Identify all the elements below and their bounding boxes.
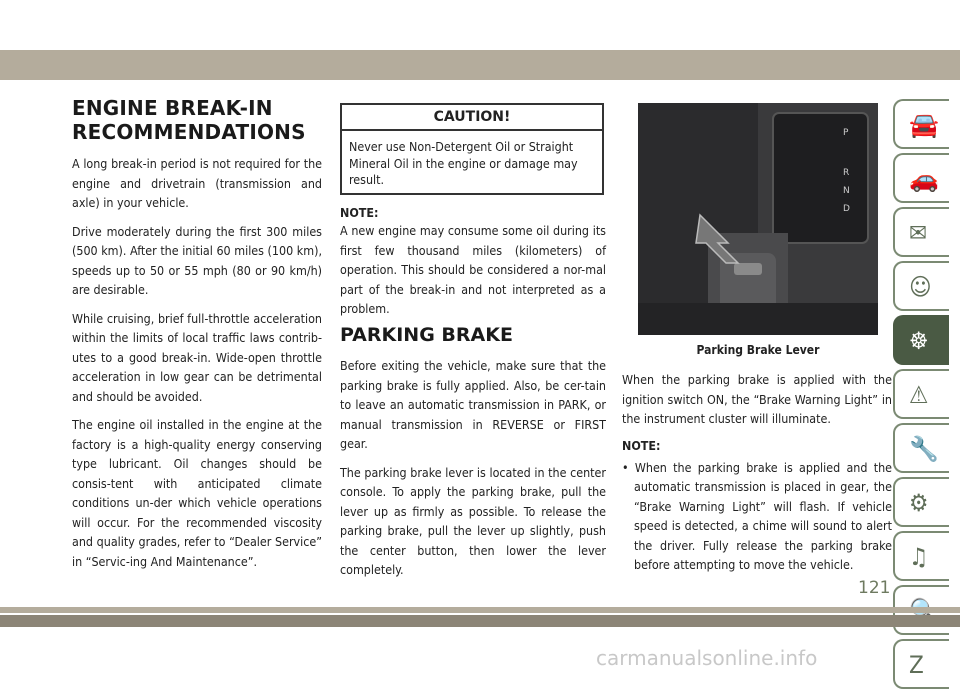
tab-getting-to-know-vehicle[interactable] [893,99,949,149]
paragraph: When the parking brake is applied with the ignition switch ON, the “Brake Warning Light” in the instrument cluster will illuminate. [622,372,892,426]
safety-icon: ☺ [909,273,932,301]
gear-label-d: D [843,204,850,214]
emergency-icon: ⚠ [909,381,929,409]
gear-label-n: N [843,186,850,196]
paragraph: Drive moderately during the first 300 miles (500 km). After the initial 60 miles (100 km), speeds up to 50 or 55 mph (80 or 90 km/h) are desirable. [72,223,322,297]
car-service-icon: 🔧 [909,435,939,463]
note-body: A new engine may consume some oil during its first few thousand miles (kilometers) of operation. This should be considered a nor-mal part of the break-in and not interpreted as a problem. [340,223,606,316]
caution-body: Never use Non-Detergent Oil or Straight Mineral Oil in the engine or damage may result. [349,139,578,187]
tab-emergency[interactable] [893,369,949,419]
section-title-engine-break-in [72,96,322,144]
column-engine-break-in [72,96,322,580]
note-bullet: • When the parking brake is applied and the automatic transmission is placed in gear, the “Brake Warning Light” will flash. If vehicle speed is detected, a chime will sound to alert the driver. Fully release the parking brake before attempting to move the vehicle. [622,459,892,572]
car-search-icon: 🚘 [909,111,939,139]
warning-lights-icon: ✉ [909,219,928,247]
caution-title: CAUTION! [342,105,602,131]
parking-brake-illustration [638,103,878,335]
chapter-tabs [893,99,953,693]
top-band [0,50,960,80]
paragraph: The parking brake lever is located in the center console. To apply the parking brake, pull the lever up as firmly as possible. To release the parking brake, pull the lever up slightly, push the center button, then lower the lever completely. [340,464,606,577]
language-index-icon: Z [909,651,924,679]
steering-wheel-icon: ☸ [909,327,929,355]
tab-warning-lights[interactable] [893,207,949,257]
gear-label-r: R [843,168,850,178]
section-title-parking-brake: PARKING BRAKE [340,324,513,346]
tab-index[interactable] [893,639,949,689]
caution-box [340,103,604,195]
column-brake-warning [622,370,892,584]
note-label: NOTE: [622,437,661,453]
tab-instrument-panel[interactable] [893,153,949,203]
column-parking-brake [340,356,606,589]
specifications-icon: ⚙ [909,489,929,517]
tab-servicing[interactable] [893,423,949,473]
car-info-icon: 🚗 [909,165,939,193]
paragraph: While cruising, brief full-throttle acceleration within the limits of local traffic laws contrib-utes to a good break-in. Wide-open throttle acceleration in low gear can be detrimental and should be avoided. [72,310,322,404]
page-number: 121 [858,578,891,598]
parking-brake-photo [638,103,878,335]
tab-specifications[interactable] [893,477,949,527]
bottom-band-dark [0,615,960,627]
note-block [340,205,606,328]
figure-caption: Parking Brake Lever [696,343,820,357]
tab-multimedia[interactable] [893,531,949,581]
paragraph: A long break-in period is not required for the engine and drivetrain (transmission and axle) in your vehicle. [72,156,322,210]
watermark: carmanualsonline.info [596,646,818,670]
title-line-2: RECOMMENDATIONS [72,120,306,144]
title-line-1: ENGINE BREAK-IN [72,96,273,120]
note-label: NOTE: [340,205,379,220]
tab-starting-operating[interactable] [893,315,949,365]
bottom-band-light [0,607,960,613]
tab-safety[interactable] [893,261,949,311]
paragraph: Before exiting the vehicle, make sure that the parking brake is fully applied. Also, be cer-tain to leave an automatic transmission in PARK, or manual transmission in REVERSE or FIRST gear. [340,358,606,451]
gear-label-p: P [843,128,849,138]
paragraph: The engine oil installed in the engine at the factory is a high-quality energy conserving type lubricant. Oil changes should be consis-tent with anticipated climate conditions un-der which vehicle operations will occur. For the recommended viscosity and quality grades, refer to “Dealer Service” in “Servic-ing And Maintenance”. [72,417,322,569]
multimedia-icon: ♫ [909,543,929,571]
